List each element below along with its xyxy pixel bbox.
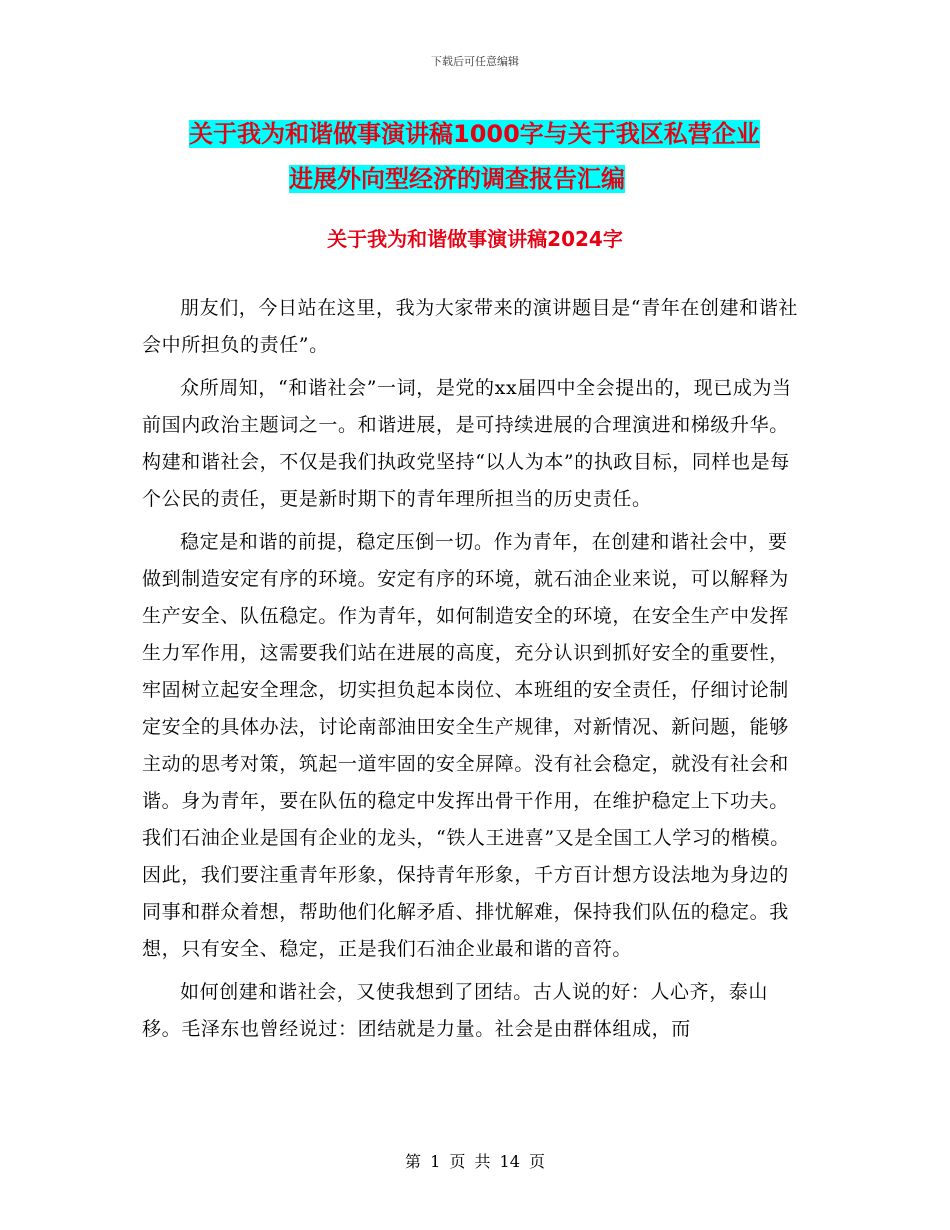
document-title <box>140 112 810 202</box>
paragraph: 如何创建和谐社会，又使我想到了团结。古人说的好：人心齐，泰山移。毛泽东也曾经说过：团结就是力量。社会是由群体组成，而 <box>142 981 769 1040</box>
paragraph: 稳定是和谐的前提，稳定压倒一切。作为青年，在创建和谐社会中，要做到制造安定有序的环境。安定有序的环境，就石油企业来说，可以解释为生产安全、队伍稳定。作为青年，如何制造安全的环境，在安全生产中发挥生力军作用，这需要我们站在进展的高度，充分认识到抓好安全的重要性，牢固树立起安全理念，切实担负起本岗位、本班组的安全责任，仔细讨论制定安全的具体办法，讨论南部油田安全生产规律，对新情况、新问题，能够主动的思考对策，筑起一道牢固的安全屏障。没有社会稳定，就没有社会和谐。身为青年，要在队伍的稳定中发挥出骨干作用，在维护稳定上下功夫。我们石油企业是国有企业的龙头，“铁人王进喜”又是全国工人学习的楷模。因此，我们要注重青年形象，保持青年形象，千方百计想方设法地为身边的同事和群众着想，帮助他们化解矛盾、排忧解难，保持我们队伍的稳定。我想，只有安全、稳定，正是我们石油企业最和谐的音符。 <box>142 531 790 960</box>
paragraph: 朋友们，今日站在这里，我为大家带来的演讲题目是“青年在创建和谐社会中所担负的责任”。 <box>142 297 798 356</box>
body-text <box>142 290 807 1054</box>
document-title-line-2: 进展外向型经济的调查报告汇编 <box>289 165 625 193</box>
header-note: 下载后可任意编辑 <box>431 55 519 68</box>
section-title: 关于我为和谐做事演讲稿2024字 <box>327 227 623 251</box>
document-title-line-1: 关于我为和谐做事演讲稿1000字与关于我区私营企业 <box>189 120 760 148</box>
page-number: 第 1 页 共 14 页 <box>405 1152 545 1171</box>
paragraph: 众所周知，“和谐社会”一词，是党的xx届四中全会提出的，现已成为当前国内政治主题词之一。和谐进展，是可持续进展的合理演进和梯级升华。构建和谐社会，不仅是我们执政党坚持“以人为本”的执政目标，同样也是每个公民的责任，更是新时期下的青年理所担当的历史责任。 <box>142 377 792 510</box>
